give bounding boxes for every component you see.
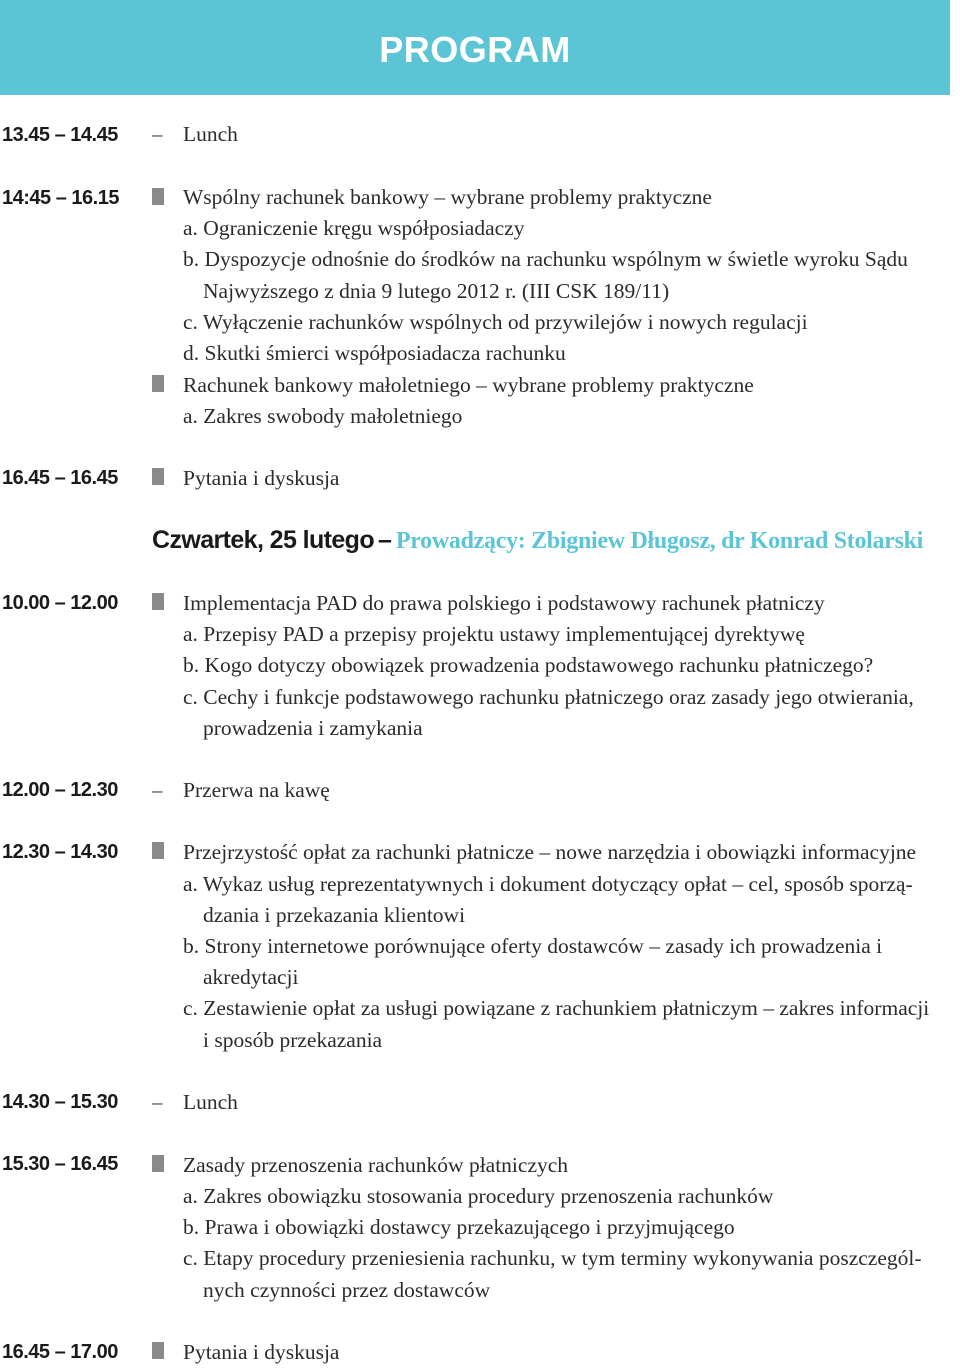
session-subitem-continued: nych czynności przez dostawców (203, 1278, 491, 1302)
session-subitem-continued: Najwyższego z dnia 9 lutego 2012 r. (III CSK 189/11) (203, 279, 670, 303)
session-subitem: a. Ograniczenie kręgu współposiadaczy (183, 216, 525, 240)
session-title: Lunch (183, 122, 238, 146)
session-subitem-continued: dzania i przekazania klientowi (203, 903, 466, 927)
day-heading (152, 523, 923, 561)
session-subitem: d. Skutki śmierci współposiadacza rachunku (183, 341, 566, 365)
session-title: Implementacja PAD do prawa polskiego i podstawowy rachunek płatniczy (183, 591, 825, 615)
session-title: Zasady przenoszenia rachunków płatniczych (183, 1153, 569, 1177)
time-label: 14.30 – 15.30 (2, 1091, 118, 1113)
session-title: Pytania i dyskusja (183, 466, 340, 490)
bullet-square-icon (152, 842, 164, 859)
time-label: 16.45 – 17.00 (2, 1341, 118, 1363)
time-label: 12.00 – 12.30 (2, 779, 118, 801)
session-subitem: a. Zakres obowiązku stosowania procedury przenoszenia rachunków (183, 1184, 774, 1208)
session-subitem: b. Prawa i obowiązki dostawcy przekazującego i przyjmującego (183, 1215, 735, 1239)
time-label: 14:45 – 16.15 (2, 187, 119, 209)
session-title: Przejrzystość opłat za rachunki płatnicze – nowe narzędzia i obowiązki informacyjne (183, 840, 917, 864)
time-label: 12.30 – 14.30 (2, 841, 118, 863)
bullet-square-icon (152, 468, 164, 485)
session-title: Wspólny rachunek bankowy – wybrane problemy praktyczne (183, 185, 712, 209)
bullet-square-icon (152, 375, 164, 392)
day-separator: – (378, 526, 392, 554)
session-subitem: b. Strony internetowe porównujące oferty dostawców – zasady ich prowadzenia i (183, 934, 883, 958)
time-label: 13.45 – 14.45 (2, 124, 118, 146)
dash-marker: – (152, 778, 163, 802)
header-banner (0, 0, 950, 95)
session-subitem: a. Wykaz usług reprezentatywnych i dokument dotyczący opłat – cel, sposób sporzą- (183, 872, 913, 896)
time-label: 15.30 – 16.45 (2, 1153, 118, 1175)
bullet-square-icon (152, 593, 164, 610)
session-subitem-continued: prowadzenia i zamykania (203, 716, 423, 740)
session-title: Przerwa na kawę (183, 778, 330, 802)
bullet-square-icon (152, 1155, 164, 1172)
session-subitem: b. Dyspozycje odnośnie do środków na rachunku wspólnym w świetle wyroku Sądu (183, 247, 908, 271)
bullet-square-icon (152, 188, 164, 205)
session-subitem: a. Zakres swobody małoletniego (183, 404, 463, 428)
session-title: Rachunek bankowy małoletniego – wybrane problemy praktyczne (183, 373, 754, 397)
session-subitem: c. Cechy i funkcje podstawowego rachunku płatniczego oraz zasady jego otwierania, (183, 685, 914, 709)
session-subitem-continued: i sposób przekazania (203, 1028, 383, 1052)
day-date: Czwartek, 25 lutego (152, 526, 374, 554)
day-hosts: Prowadzący: Zbigniew Długosz, dr Konrad Stolarski (395, 528, 924, 554)
dash-marker: – (152, 122, 163, 146)
session-subitem: a. Przepisy PAD a przepisy projektu ustawy implementującej dyrektywę (183, 622, 805, 646)
session-subitem: c. Etapy procedury przeniesienia rachunku, w tym terminy wykonywania poszczegól- (183, 1246, 922, 1270)
session-title: Lunch (183, 1090, 238, 1114)
dash-marker: – (152, 1090, 163, 1114)
bullet-square-icon (152, 1342, 164, 1359)
time-label: 16.45 – 16.45 (2, 467, 118, 489)
session-title: Pytania i dyskusja (183, 1340, 340, 1364)
session-subitem-continued: akredytacji (203, 965, 299, 989)
session-subitem: c. Wyłączenie rachunków wspólnych od przywilejów i nowych regulacji (183, 310, 808, 334)
page-title: PROGRAM (379, 29, 571, 70)
session-subitem: b. Kogo dotyczy obowiązek prowadzenia podstawowego rachunku płatniczego? (183, 653, 874, 677)
session-subitem: c. Zestawienie opłat za usługi powiązane z rachunkiem płatniczym – zakres informacji (183, 996, 930, 1020)
time-label: 10.00 – 12.00 (2, 592, 118, 614)
